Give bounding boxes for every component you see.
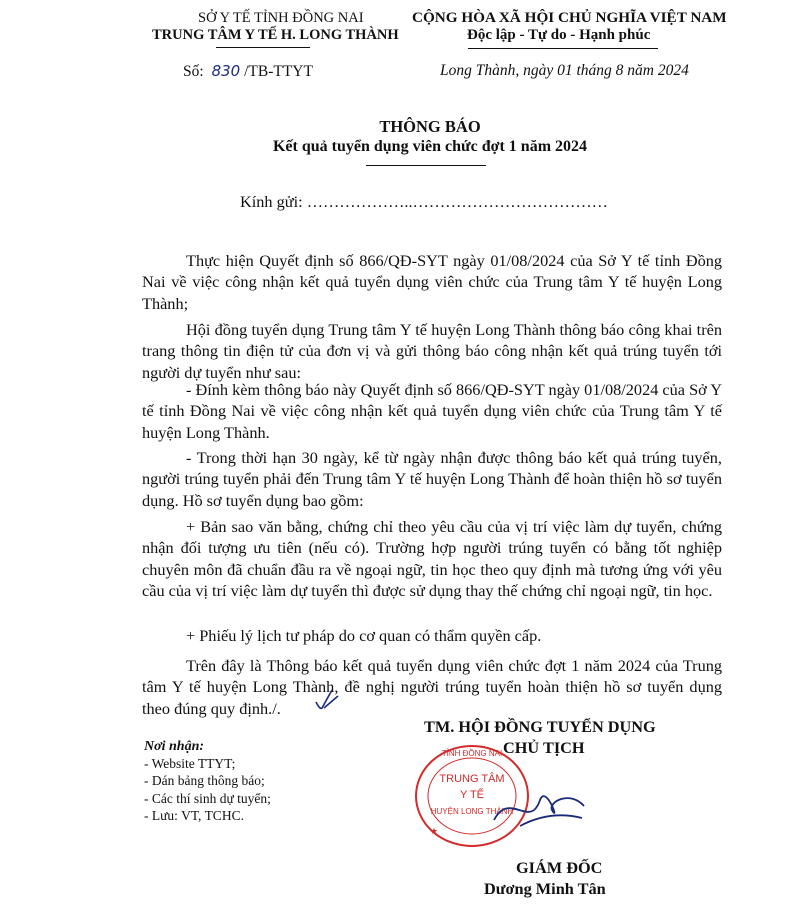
initial-mark (310, 688, 344, 714)
agency-name: TRUNG TÂM Y TẾ H. LONG THÀNH (152, 27, 399, 43)
stamp-ring-text: TỈNH ĐỒNG NAI (441, 749, 503, 758)
country-name: CỘNG HÒA XÃ HỘI CHỦ NGHĨA VIỆT NAM (412, 9, 727, 26)
signer-name: Dương Minh Tân (484, 879, 606, 898)
place-date: Long Thành, ngày 01 tháng 8 năm 2024 (440, 62, 689, 79)
stamp-line-3: HUYỆN LONG THÀNH (430, 807, 514, 816)
agency-underline (216, 47, 310, 48)
handwritten-signature (490, 780, 590, 834)
stamp-line-2: Y TẾ (459, 789, 485, 801)
signer-position: GIÁM ĐỐC (516, 858, 603, 877)
paragraph-announcement: Hội đồng tuyển dụng Trung tâm Y tế huyện Long Thành thông báo công khai trên trang thông tin điện tử của đơn vị và gửi thông báo công nhận kết quả trúng tuyển tới người dự tuyển như sau: (142, 320, 722, 382)
agency-parent: SỞ Y TẾ TỈNH ĐỒNG NAI (198, 10, 364, 26)
handwritten-number: 830 (211, 62, 241, 80)
document-number (183, 62, 313, 81)
signature-role: CHỦ TỊCH (503, 738, 585, 757)
recipient-item: - Các thí sinh dự tuyển; (144, 790, 271, 806)
recipient-item: - Lưu: VT, TCHC. (144, 807, 244, 823)
motto-underline (468, 48, 658, 49)
recipient-item: - Dán bảng thông báo; (144, 773, 265, 789)
stamp-star: ★ (430, 826, 439, 836)
stamp-line-1: TRUNG TÂM (439, 773, 505, 785)
recipient-item: - Website TTYT; (144, 756, 236, 772)
number-suffix: /TB-TTYT (244, 63, 313, 80)
greeting: Kính gửi: ………………..……………………………… (240, 192, 608, 211)
signature-title: TM. HỘI ĐỒNG TUYỂN DỤNG (424, 717, 656, 736)
paragraph-diploma: + Bản sao văn bằng, chứng chỉ theo yêu cầu của vị trí việc làm dự tuyển, chứng nhận đối tượng ưu tiên (nếu có). Trường hợp người trúng tuyển có bằng tốt nghiệp chuyên môn đã chuẩn đầu ra về ngoại ngữ, tin học theo quy định mà tương ứng với yêu cầu của vị trí việc làm dự tuyển thì được sử dụng thay thế chứng chỉ ngoại ngữ, tin học. (142, 517, 722, 601)
document-title: THÔNG BÁO (379, 117, 481, 136)
paragraph-basis: Thực hiện Quyết định số 866/QĐ-SYT ngày 01/08/2024 của Sở Y tế tỉnh Đồng Nai về việc công nhận kết quả tuyển dụng viên chức của Trung tâm Y tế huyện Long Thành; (142, 251, 722, 313)
recipients-block (144, 738, 271, 824)
number-prefix: Số: (183, 63, 204, 80)
motto: Độc lập - Tự do - Hạnh phúc (467, 27, 651, 43)
paragraph-attachment: - Đính kèm thông báo này Quyết định số 866/QĐ-SYT ngày 01/08/2024 của Sở Y tế tỉnh Đồng Nai về việc công nhận kết quả tuyển dụng viên chức của Trung tâm Y tế huyện Long Thành. (142, 380, 722, 442)
title-underline (366, 165, 486, 166)
recipients-heading: Nơi nhận: (144, 739, 205, 754)
paragraph-judicial-record: + Phiếu lý lịch tư pháp do cơ quan có thẩm quyền cấp. (186, 626, 542, 645)
paragraph-deadline: - Trong thời hạn 30 ngày, kể từ ngày nhận được thông báo kết quả trúng tuyển, người trúng tuyển phải đến Trung tâm Y tế huyện Long Thành để hoàn thiện hồ sơ tuyển dụng. Hồ sơ tuyển dụng bao gồm: (142, 448, 722, 510)
paragraph-closing: Trên đây là Thông báo kết quả tuyển dụng viên chức đợt 1 năm 2024 của Trung tâm Y tế huyện Long Thành, đề nghị người trúng tuyển hoàn thiện hồ sơ tuyển dụng theo đúng quy định./. (142, 656, 722, 718)
document-subtitle: Kết quả tuyển dụng viên chức đợt 1 năm 2024 (272, 138, 588, 155)
